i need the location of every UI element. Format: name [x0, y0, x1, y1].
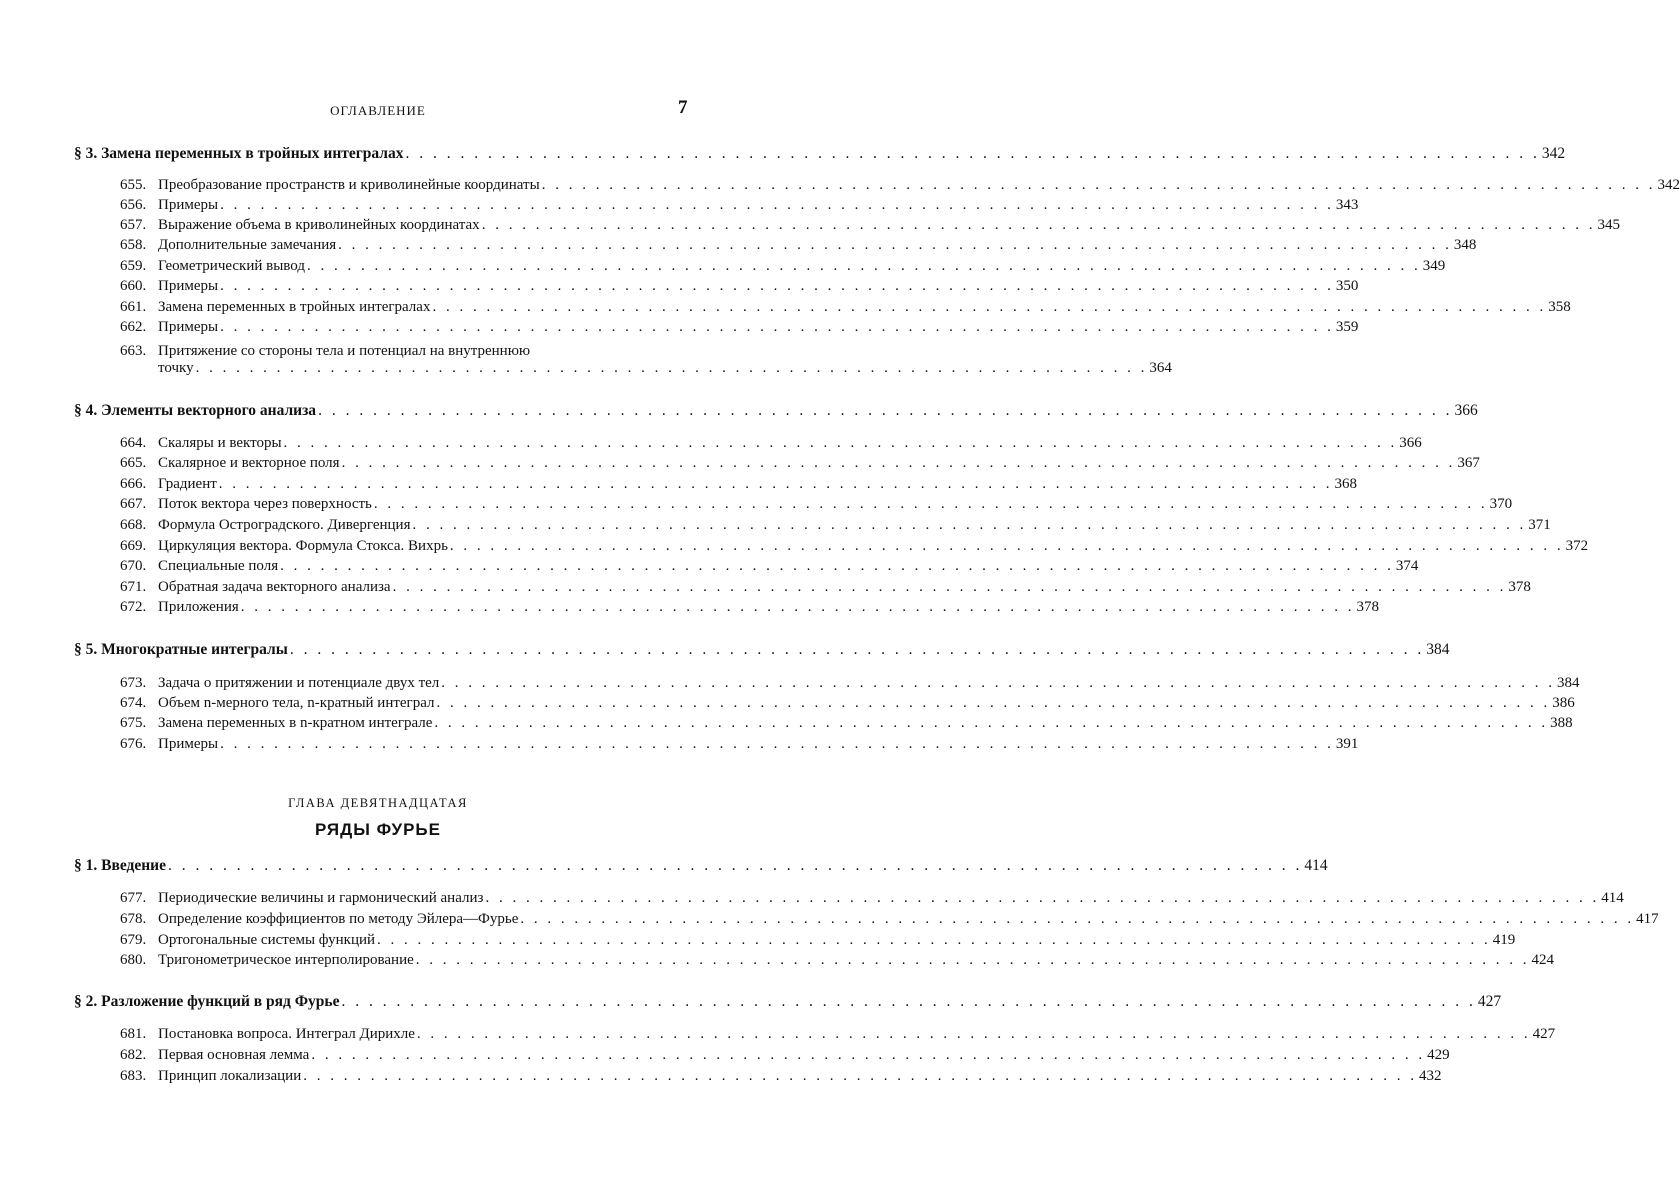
- toc-entry: 669. Циркуляция вектора. Формула Стокса. Вихрь . . . 372: [120, 538, 690, 555]
- toc-entry: 673. Задача о притяжении и потенциале двух тел . . . 384: [120, 675, 690, 692]
- running-title: ОГЛАВЛЕНИЕ: [330, 103, 426, 118]
- toc-entry: 670. Специальные поля . . . 374: [120, 558, 690, 575]
- toc-entry: 683. Принцип локализации . . . 432: [120, 1068, 690, 1085]
- toc-entry: 662. Примеры . . . 359: [120, 319, 690, 336]
- page-number: 7: [678, 97, 688, 118]
- toc-entry: 668. Формула Остроградского. Дивергенция . . . 371: [120, 517, 690, 534]
- toc-entry: 665. Скалярное и векторное поля . . . 367: [120, 455, 690, 472]
- toc-entry: 671. Обратная задача векторного анализа . . . 378: [120, 579, 690, 596]
- section-heading: § 1. Введение . . . 414: [74, 857, 690, 875]
- toc-entry: 674. Объем n-мерного тела, n-кратный интеграл . . . 386: [120, 695, 690, 712]
- section-heading: § 4. Элементы векторного анализа . . . 366: [74, 402, 690, 420]
- toc-entry: 659. Геометрический вывод . . . 349: [120, 258, 690, 275]
- section-heading: § 3. Замена переменных в тройных интегралах . . . 342: [74, 145, 690, 163]
- toc-entry: 658. Дополнительные замечания . . . 348: [120, 237, 690, 254]
- toc-entry: 682. Первая основная лемма . . . 429: [120, 1047, 690, 1064]
- section-heading: § 5. Многократные интегралы . . . 384: [74, 641, 690, 659]
- toc-entry: 672. Приложения . . . 378: [120, 599, 690, 616]
- toc-entry: 661. Замена переменных в тройных интегралах . . . 358: [120, 299, 690, 316]
- toc-entry: 679. Ортогональные системы функций . . . 419: [120, 932, 690, 949]
- toc-entry: 660. Примеры . . . 350: [120, 278, 690, 295]
- toc-entry: 680. Тригонометрическое интерполирование . . . 424: [120, 952, 690, 969]
- section-heading: § 2. Разложение функций в ряд Фурье . . . 427: [74, 993, 690, 1011]
- toc-entry: 655. Преобразование пространств и криволинейные координаты . . . 342: [120, 177, 690, 194]
- chapter-title: РЯДЫ ФУРЬЕ: [315, 820, 441, 839]
- toc-entry: 664. Скаляры и векторы . . . 366: [120, 435, 690, 452]
- toc-entry: 666. Градиент . . . 368: [120, 476, 690, 493]
- chapter-label: ГЛАВА ДЕВЯТНАДЦАТАЯ: [288, 796, 468, 810]
- toc-entry: 657. Выражение объема в криволинейных координатах . . . 345: [120, 217, 690, 234]
- toc-entry: 676. Примеры . . . 391: [120, 736, 690, 753]
- toc-entry: 678. Определение коэффициентов по методу Эйлера—Фурье . . . 417: [120, 911, 690, 928]
- toc-entry: 656. Примеры . . . 343: [120, 197, 690, 214]
- toc-entry: 681. Постановка вопроса. Интеграл Дирихле . . . 427: [120, 1026, 690, 1043]
- toc-entry: 667. Поток вектора через поверхность . . . 370: [120, 496, 690, 513]
- toc-entry-multiline: 663. Притяжение со стороны тела и потенциал на внутреннюю точку . . . 364: [120, 343, 690, 377]
- toc-entry: 675. Замена переменных в n-кратном интеграле . . . 388: [120, 715, 690, 732]
- toc-entry: 677. Периодические величины и гармонический анализ . . . 414: [120, 890, 690, 907]
